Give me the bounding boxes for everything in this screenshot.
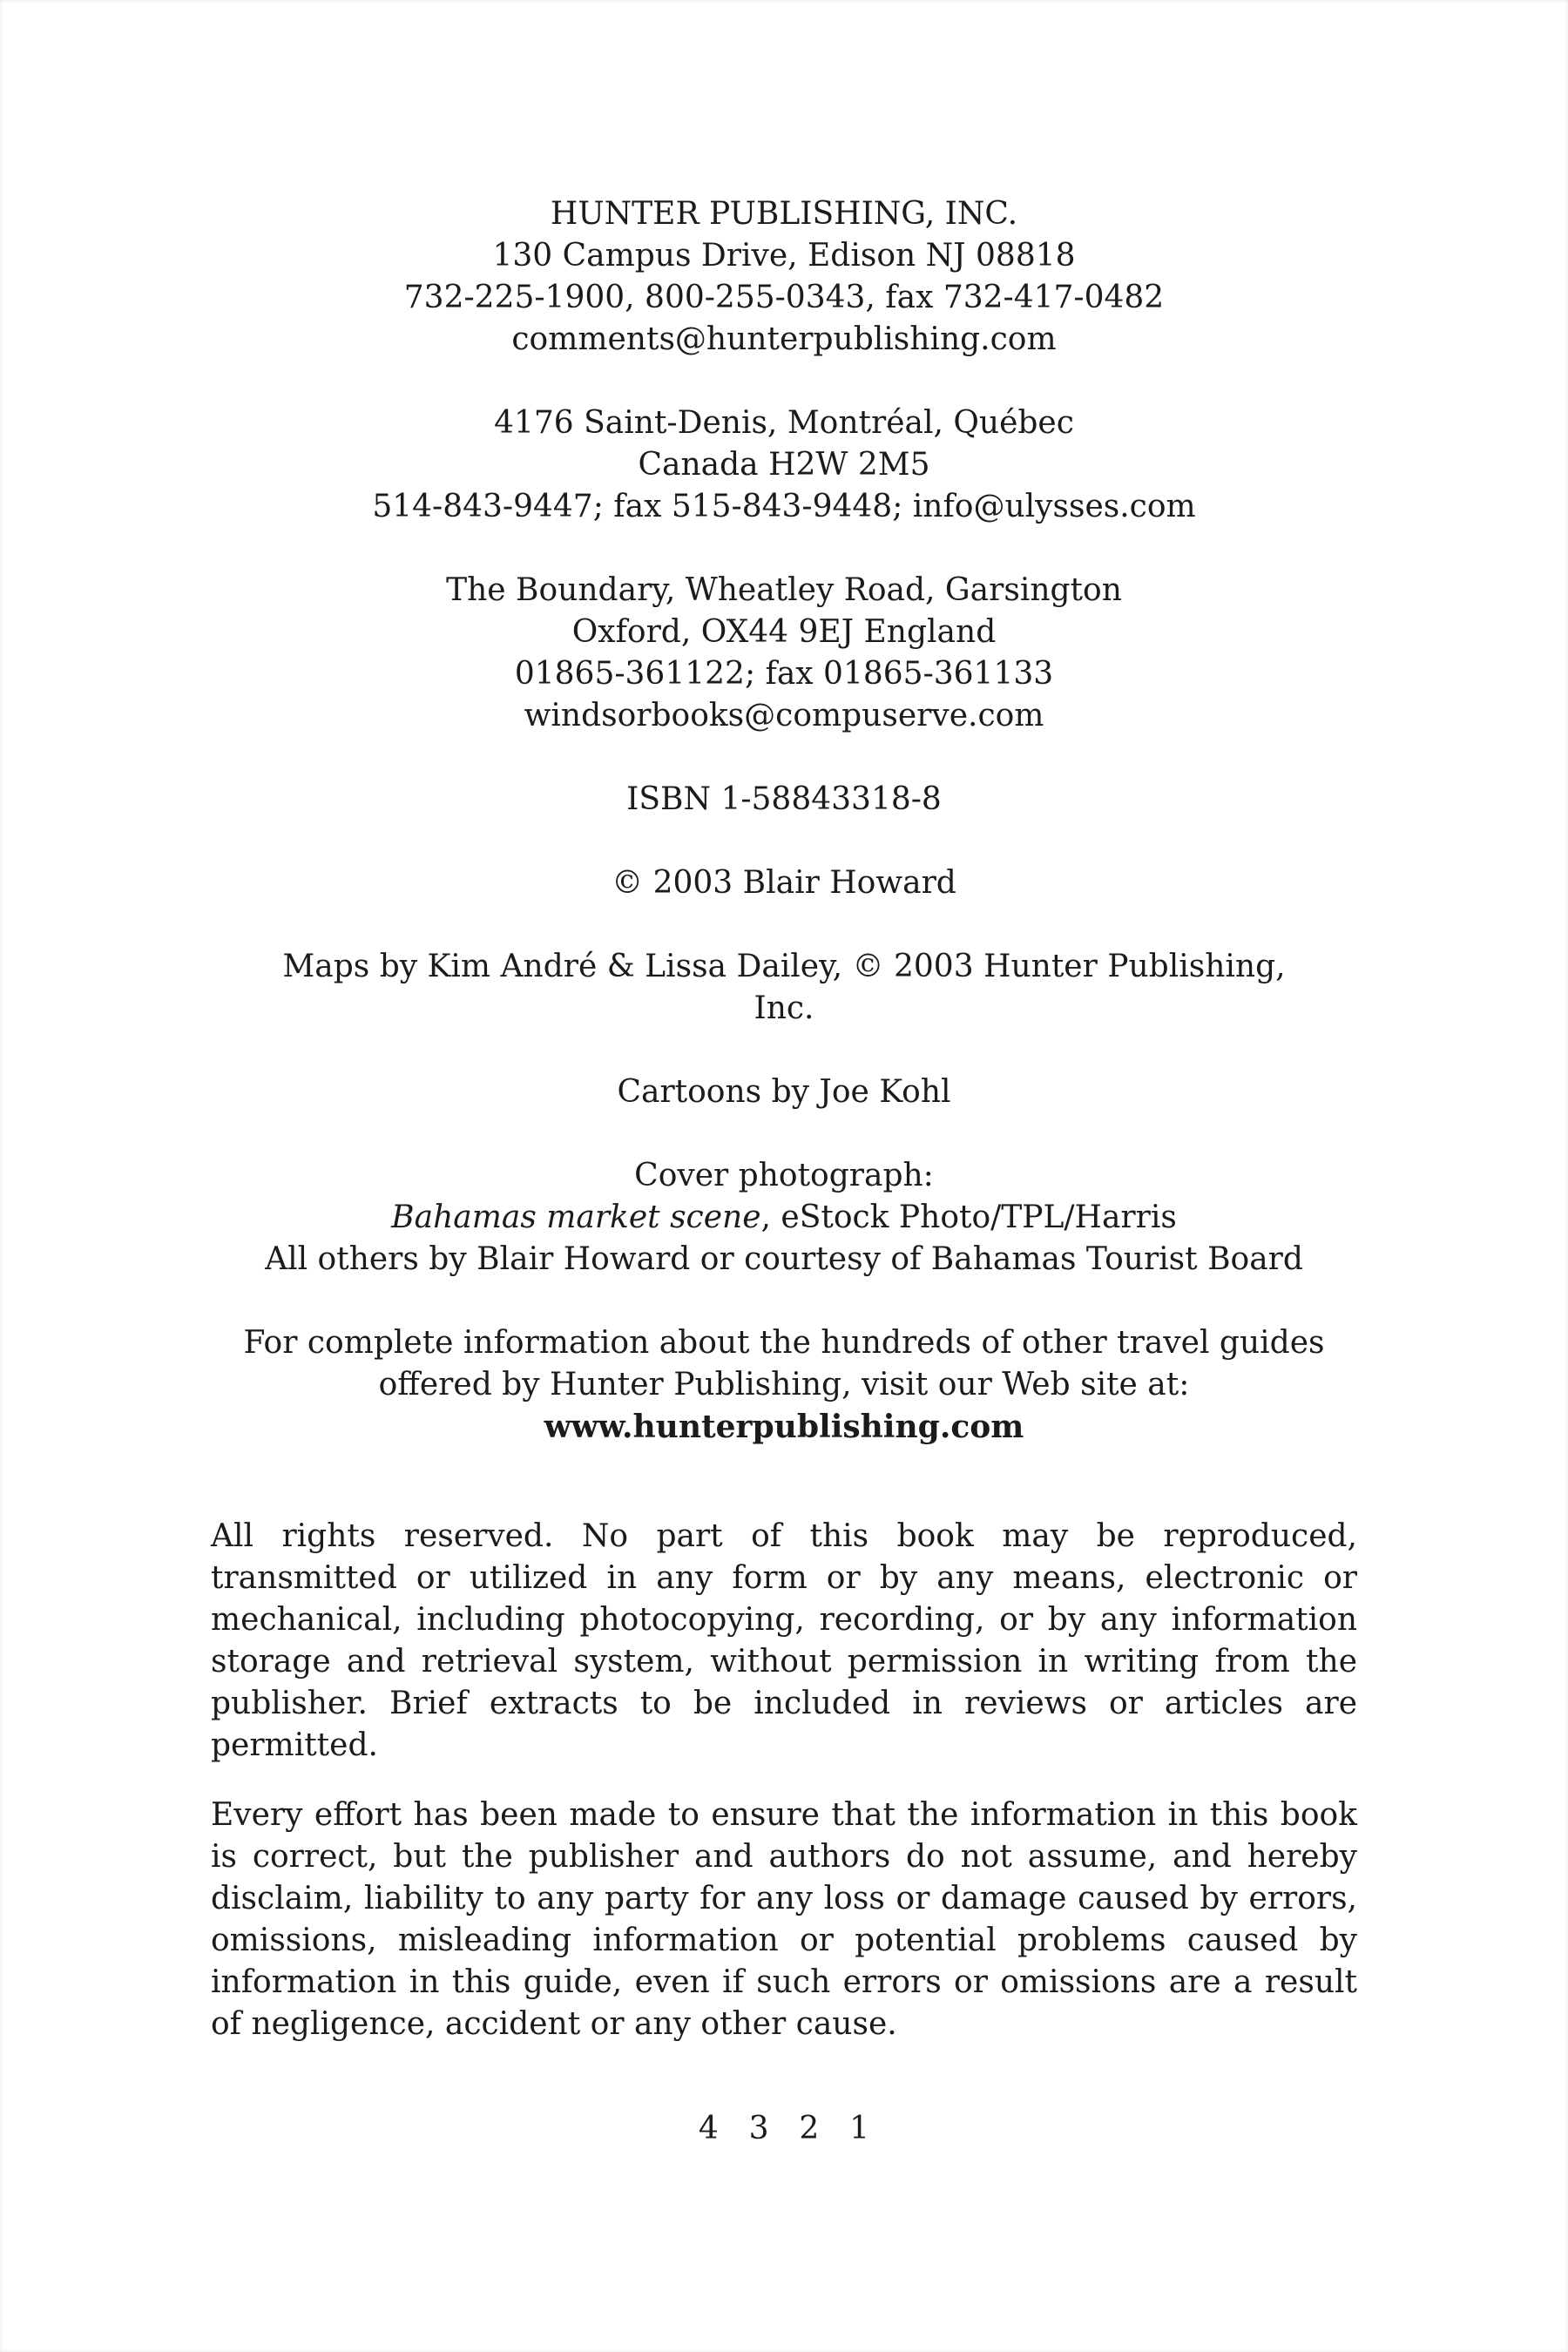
- maps-credit-line-2: Inc.: [754, 990, 814, 1026]
- cartoons-credit-block: [211, 1071, 1357, 1113]
- cover-credit-others: All others by Blair Howard or courtesy of Bahamas Tourist Board: [265, 1241, 1303, 1277]
- publisher-ca-block: [211, 402, 1357, 528]
- maps-credit-block: [211, 946, 1357, 1030]
- isbn-block: [211, 779, 1357, 821]
- publisher-uk-city: Oxford, OX44 9EJ England: [571, 614, 997, 650]
- publisher-ca-phones: 514-843-9447; fax 515-843-9448; info@ulysses.com: [372, 489, 1196, 524]
- cover-credit-block: [211, 1155, 1357, 1281]
- publisher-ca-postal: Canada H2W 2M5: [638, 447, 930, 483]
- publisher-us-phones: 732-225-1900, 800-255-0343, fax 732-417-0482: [403, 280, 1165, 315]
- publisher-uk-phones: 01865-361122; fax 01865-361133: [514, 656, 1054, 692]
- maps-credit-line-1: Maps by Kim André & Lissa Dailey, © 2003 Hunter Publishing,: [282, 949, 1286, 984]
- copyright-text: © 2003 Blair Howard: [612, 865, 956, 901]
- publisher-ca-address: 4176 Saint-Denis, Montréal, Québec: [494, 405, 1074, 441]
- publisher-url: www.hunterpublishing.com: [544, 1409, 1024, 1445]
- copyright-block: [211, 862, 1357, 904]
- disclaimer-paragraph: Every effort has been made to ensure that the information in this book is correct, but the publisher and authors do not assume, and hereby disclaim, liability to any party for any loss or damage caused by errors, omissions, misleading information or potential problems caused by information in this guide, even if such errors or omissions are a result of negligence, accident or any other cause.: [211, 1797, 1357, 2042]
- cover-title-italic: Bahamas market scene: [391, 1200, 761, 1235]
- publisher-uk-block: [211, 570, 1357, 737]
- isbn-text: ISBN 1-58843318-8: [626, 781, 942, 817]
- web-info-block: [211, 1322, 1357, 1448]
- publisher-us-block: [211, 193, 1357, 361]
- cover-credit-title-line: [211, 1197, 1357, 1239]
- web-info-line-2: offered by Hunter Publishing, visit our Web site at:: [378, 1367, 1190, 1402]
- publisher-us-address: 130 Campus Drive, Edison NJ 08818: [492, 238, 1076, 274]
- cartoons-credit-text: Cartoons by Joe Kohl: [617, 1074, 951, 1110]
- publisher-uk-email: windsorbooks@compuserve.com: [524, 698, 1044, 733]
- rights-paragraph: All rights reserved. No part of this book may be reproduced, transmitted or utilized in any form or by any means, electronic or mechanical, including photocopying, recording, or by any information storage and retrieval system, without permission in writing from the publisher. Brief extracts to be included in reviews or articles are permitted.: [211, 1518, 1357, 1763]
- web-info-line-1: For complete information about the hundreds of other travel guides: [243, 1325, 1325, 1361]
- cover-title-rest: , eStock Photo/TPL/Harris: [760, 1200, 1177, 1235]
- publisher-uk-address: The Boundary, Wheatley Road, Garsington: [446, 572, 1122, 608]
- cover-credit-heading: Cover photograph:: [634, 1158, 934, 1193]
- publisher-us-email: comments@hunterpublishing.com: [511, 321, 1057, 357]
- publisher-name: HUNTER PUBLISHING, INC.: [550, 196, 1018, 232]
- printing-number-line: 4 3 2 1: [698, 2111, 870, 2146]
